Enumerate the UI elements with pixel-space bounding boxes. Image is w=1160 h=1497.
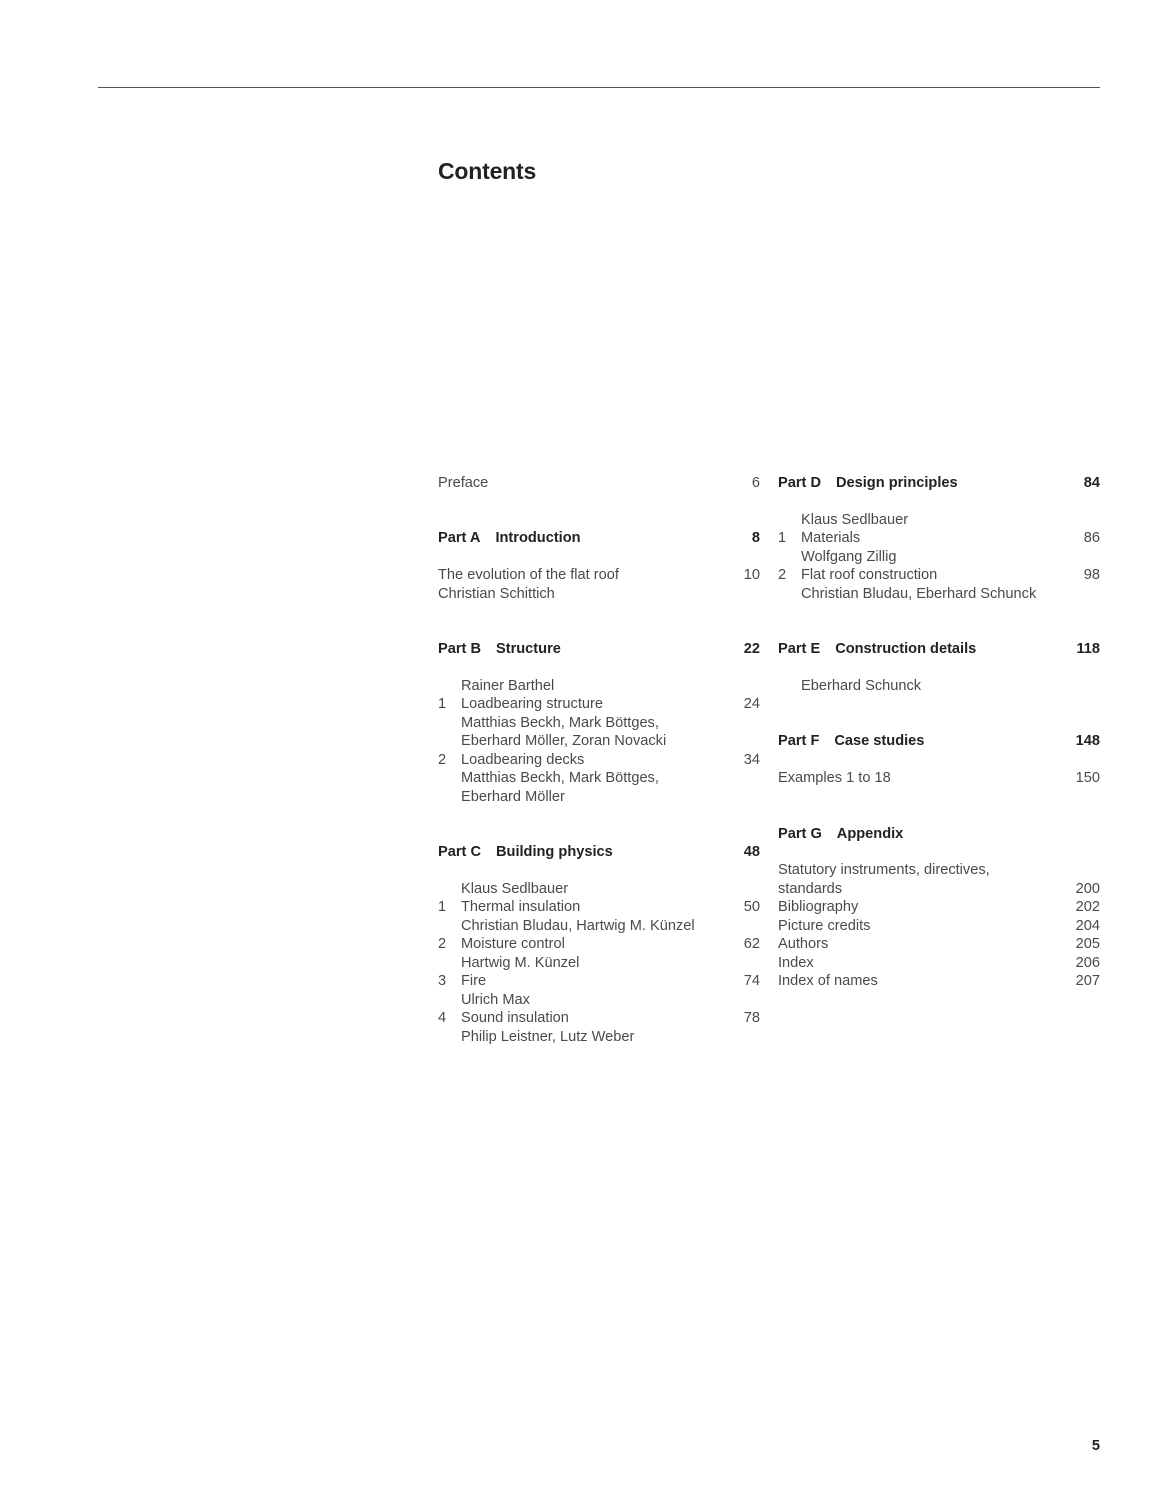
chapter-number: 1 bbox=[438, 899, 447, 916]
toc-entry[interactable] bbox=[438, 566, 760, 584]
page-ref: 84 bbox=[1083, 475, 1100, 491]
toc-entry[interactable] bbox=[778, 548, 1100, 566]
page-ref: 78 bbox=[743, 1010, 760, 1027]
part-title bbox=[438, 640, 561, 658]
toc-entry[interactable] bbox=[438, 714, 760, 732]
part-title bbox=[778, 474, 958, 492]
part-label: Part F bbox=[778, 733, 820, 750]
toc-entry[interactable] bbox=[438, 585, 760, 603]
chapter-number: 2 bbox=[778, 567, 787, 584]
page-ref: 48 bbox=[743, 844, 760, 860]
entry-text: Wolfgang Zillig bbox=[801, 548, 897, 565]
toc-entry[interactable] bbox=[438, 769, 760, 787]
entry-text: Loadbearing decks bbox=[461, 751, 585, 768]
part-name: Case studies bbox=[834, 733, 925, 750]
chapter-number: 4 bbox=[438, 1010, 447, 1027]
toc-part-heading[interactable] bbox=[778, 474, 1100, 492]
entry-text: Thermal insulation bbox=[461, 899, 581, 916]
header-rule bbox=[98, 87, 1100, 88]
entry-text: Eberhard Möller, Zoran Novacki bbox=[461, 733, 667, 750]
toc-entry[interactable] bbox=[778, 972, 1100, 990]
entry-text: Eberhard Möller bbox=[461, 788, 565, 805]
toc-entry[interactable] bbox=[438, 898, 760, 916]
entry-text: Picture credits bbox=[778, 917, 871, 934]
chapter-number: 2 bbox=[438, 936, 447, 953]
toc-entry[interactable] bbox=[778, 935, 1100, 953]
page-ref: 150 bbox=[1075, 770, 1100, 787]
toc-part-heading[interactable] bbox=[778, 732, 1100, 750]
page-ref: 207 bbox=[1075, 973, 1100, 990]
page-ref: 98 bbox=[1083, 567, 1100, 584]
entry-text: Examples 1 to 18 bbox=[778, 770, 891, 787]
page-ref: 24 bbox=[743, 696, 760, 713]
entry-text: Materials bbox=[801, 530, 861, 547]
part-label: Part E bbox=[778, 641, 821, 658]
entry-text: Christian Bludau, Eberhard Schunck bbox=[801, 585, 1037, 602]
part-title bbox=[778, 640, 976, 658]
toc-entry[interactable] bbox=[438, 991, 760, 1009]
entry-text: Bibliography bbox=[778, 899, 859, 916]
entry-text: Moisture control bbox=[461, 936, 565, 953]
toc-part-heading[interactable] bbox=[438, 843, 760, 861]
toc-entry[interactable] bbox=[778, 769, 1100, 787]
part-name: Construction details bbox=[835, 641, 977, 658]
entry-text: Index of names bbox=[778, 973, 878, 990]
part-label: Part C bbox=[438, 844, 481, 860]
part-label: Part B bbox=[438, 641, 481, 658]
chapter-number: 1 bbox=[778, 530, 787, 547]
toc-entry[interactable] bbox=[438, 935, 760, 953]
entry-text: Fire bbox=[461, 973, 487, 990]
page-title: Contents bbox=[438, 158, 537, 184]
toc-entry[interactable] bbox=[438, 917, 760, 935]
entry-text: Loadbearing structure bbox=[461, 696, 603, 713]
entry-text: Matthias Beckh, Mark Böttges, bbox=[461, 770, 659, 787]
toc-entry[interactable] bbox=[438, 677, 760, 695]
page-ref: 200 bbox=[1075, 880, 1100, 897]
part-title bbox=[778, 825, 903, 843]
toc-entry[interactable] bbox=[778, 898, 1100, 916]
entry-text: Sound insulation bbox=[461, 1010, 569, 1027]
toc-entry[interactable] bbox=[778, 529, 1100, 547]
entry-text: Christian Schittich bbox=[438, 585, 555, 602]
page-ref: 62 bbox=[743, 936, 760, 953]
toc-entry[interactable] bbox=[778, 566, 1100, 584]
entry-text: standards bbox=[778, 880, 843, 897]
entry-text: Statutory instruments, directives, bbox=[778, 862, 990, 879]
entry-text: Klaus Sedlbauer bbox=[801, 511, 909, 528]
part-label: Part G bbox=[778, 825, 822, 842]
page-ref: 206 bbox=[1075, 954, 1100, 971]
part-name: Structure bbox=[495, 641, 561, 658]
toc-entry[interactable] bbox=[438, 880, 760, 898]
toc-entry[interactable] bbox=[438, 732, 760, 750]
page-ref: 50 bbox=[743, 899, 760, 916]
part-label: Part A bbox=[438, 530, 481, 547]
toc-entry[interactable] bbox=[778, 861, 1100, 879]
entry-text: Eberhard Schunck bbox=[801, 677, 922, 694]
entry-text: Matthias Beckh, Mark Böttges, bbox=[461, 714, 659, 731]
toc-entry[interactable] bbox=[438, 788, 760, 806]
toc-entry[interactable] bbox=[438, 954, 760, 972]
entry-text: Philip Leistner, Lutz Weber bbox=[461, 1028, 635, 1045]
page-ref: 204 bbox=[1075, 917, 1100, 934]
toc-entry[interactable] bbox=[778, 954, 1100, 972]
toc-entry[interactable] bbox=[778, 677, 1100, 695]
entry-text: Rainer Barthel bbox=[461, 677, 555, 694]
toc-entry[interactable] bbox=[438, 474, 760, 492]
page-ref: 8 bbox=[751, 530, 760, 547]
part-title bbox=[778, 732, 924, 750]
entry-text: Klaus Sedlbauer bbox=[461, 880, 569, 897]
chapter-number: 2 bbox=[438, 751, 447, 768]
page-ref: 86 bbox=[1083, 530, 1100, 547]
part-label: Part D bbox=[778, 475, 821, 491]
entry-text: Christian Bludau, Hartwig M. Künzel bbox=[461, 917, 695, 934]
toc-entry[interactable] bbox=[778, 511, 1100, 529]
toc-entry[interactable] bbox=[778, 585, 1100, 603]
entry-text: Authors bbox=[778, 936, 829, 953]
chapter-number: 3 bbox=[438, 973, 447, 990]
chapter-number: 1 bbox=[438, 696, 447, 713]
page-ref: 148 bbox=[1075, 733, 1100, 750]
page-ref: 6 bbox=[751, 475, 760, 491]
toc-part-heading[interactable] bbox=[778, 640, 1100, 658]
toc-entry[interactable] bbox=[438, 751, 760, 769]
toc-part-heading[interactable] bbox=[438, 640, 760, 658]
toc-entry[interactable] bbox=[778, 917, 1100, 935]
part-name: Building physics bbox=[495, 844, 613, 860]
page-ref: 74 bbox=[743, 973, 760, 990]
toc-entry[interactable] bbox=[438, 972, 760, 990]
page-ref: 205 bbox=[1075, 936, 1100, 953]
entry-text: Flat roof construction bbox=[801, 567, 938, 584]
part-title bbox=[438, 529, 581, 547]
entry-text: Preface bbox=[438, 475, 489, 491]
toc-entry[interactable] bbox=[438, 1009, 760, 1027]
part-name: Appendix bbox=[836, 825, 904, 842]
page-ref: 34 bbox=[743, 751, 760, 768]
part-name: Design principles bbox=[835, 475, 958, 491]
page-ref: 22 bbox=[743, 641, 760, 658]
toc-part-heading[interactable] bbox=[438, 529, 760, 547]
part-name: Introduction bbox=[495, 530, 581, 547]
entry-text: The evolution of the flat roof bbox=[438, 567, 619, 584]
toc-entry[interactable] bbox=[438, 695, 760, 713]
toc-part-heading[interactable] bbox=[778, 825, 1100, 843]
toc-entry[interactable] bbox=[438, 1028, 760, 1046]
part-title bbox=[438, 843, 613, 861]
entry-text: Ulrich Max bbox=[461, 991, 530, 1008]
toc-entry[interactable] bbox=[778, 880, 1100, 898]
entry-text: Hartwig M. Künzel bbox=[461, 954, 580, 971]
page-number: 5 bbox=[1091, 1438, 1100, 1454]
page-ref: 10 bbox=[743, 567, 760, 584]
page-ref: 118 bbox=[1076, 641, 1100, 658]
page-ref: 202 bbox=[1075, 899, 1100, 916]
entry-text: Index bbox=[778, 954, 814, 971]
